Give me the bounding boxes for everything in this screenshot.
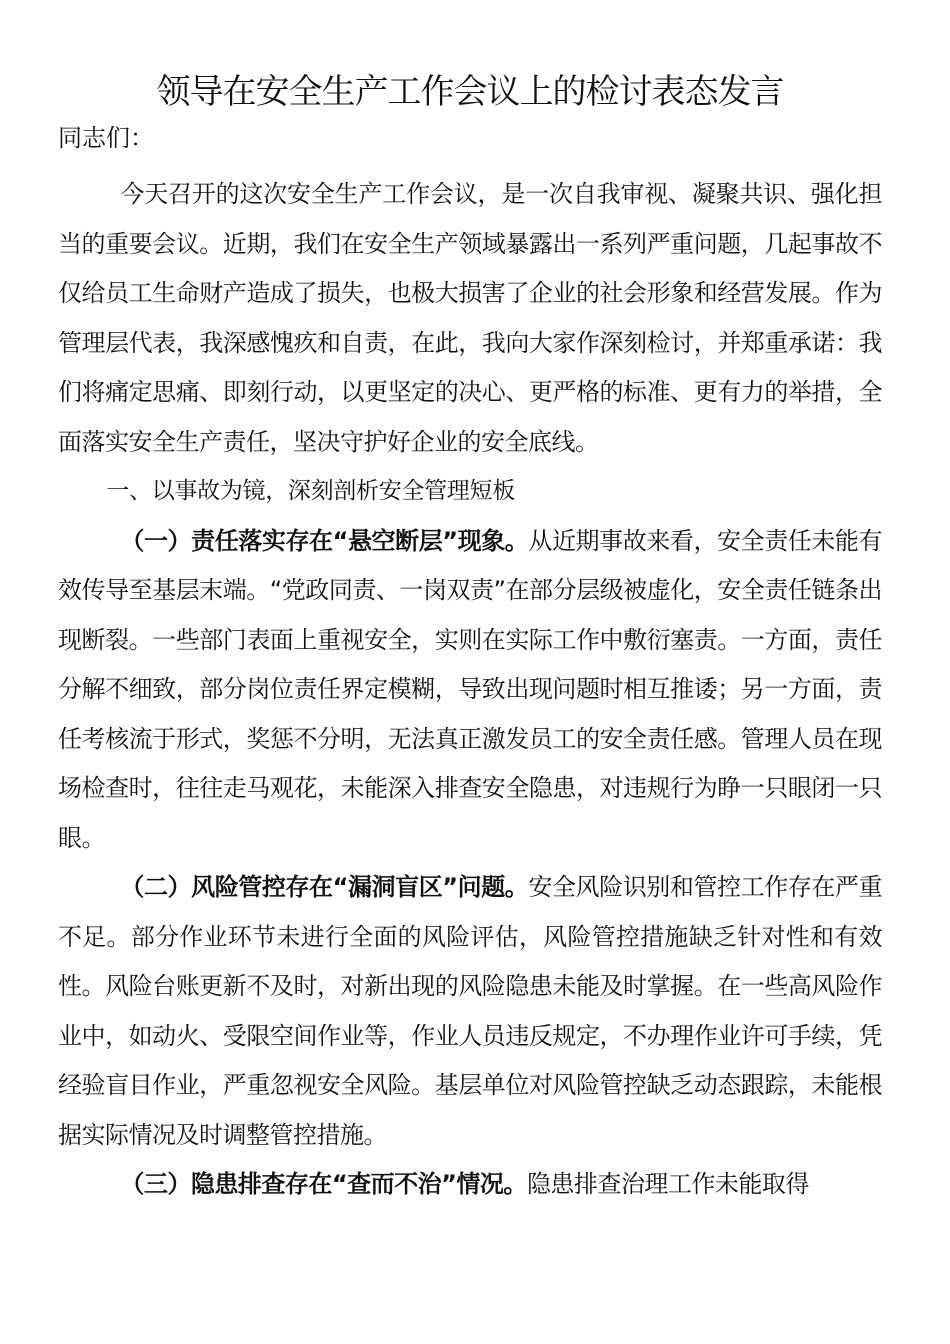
subsection-1-paragraph: [58, 517, 882, 864]
greeting: 同志们：: [58, 124, 154, 152]
subsection-3-paragraph: [58, 1160, 882, 1210]
document-title: 领导在安全生产工作会议上的检讨表态发言: [156, 72, 784, 112]
subsection-1-heading: （一）责任落实存在“悬空断层”现象。: [120, 526, 529, 555]
subsection-1-body: 从近期事故来看，安全责任未能有效传导至基层末端。“党政同责、一岗双责”在部分层级被虚化，安全责任链条出现断裂。一些部门表面上重视安全，实则在实际工作中敷衍塞责。一方面，责任分解不细致，部分岗位责任界定模糊，导致出现问题时相互推诿；另一方面，责任考核流于形式，奖惩不分明，无法真正激发员工的安全责任感。管理人员在现场检查时，往往走马观花，未能深入排查安全隐患，对违规行为睁一只眼闭一只眼。: [58, 526, 883, 852]
intro-paragraph: 今天召开的这次安全生产工作会议，是一次自我审视、凝聚共识、强化担当的重要会议。近期，我们在安全生产领域暴露出一系列严重问题，几起事故不仅给员工生命财产造成了损失，也极大损害了企业的社会形象和经营发展。作为管理层代表，我深感愧疚和自责，在此，我向大家作深刻检讨，并郑重承诺：我们将痛定思痛、即刻行动，以更坚定的决心、更严格的标准、更有力的举措，全面落实安全生产责任，坚决守护好企业的安全底线。: [58, 180, 882, 456]
subsection-3-heading: （三）隐患排查存在“查而不治”情况。: [120, 1170, 527, 1198]
subsection-2-heading: （二）风险管控存在“漏洞盲区”问题。: [120, 873, 529, 901]
document-page: [58, 66, 882, 1210]
subsection-3-body: 隐患排查治理工作未能取得: [526, 1170, 809, 1198]
subsection-2-paragraph: [58, 863, 882, 1160]
section-heading-1: 一、以事故为镜，深刻剖析安全管理短板: [106, 478, 515, 504]
subsection-2-body: 安全风险识别和管控工作存在严重不足。部分作业环节未进行全面的风险评估，风险管控措施缺乏针对性和有效性。风险台账更新不及时，对新出现的风险隐患未能及时掌握。在一些高风险作业中，如动火、受限空间作业等，作业人员违反规定，不办理作业许可手续，凭经验盲目作业，严重忽视安全风险。基层单位对风险管控缺乏动态跟踪，未能根据实际情况及时调整管控措施。: [58, 873, 883, 1149]
